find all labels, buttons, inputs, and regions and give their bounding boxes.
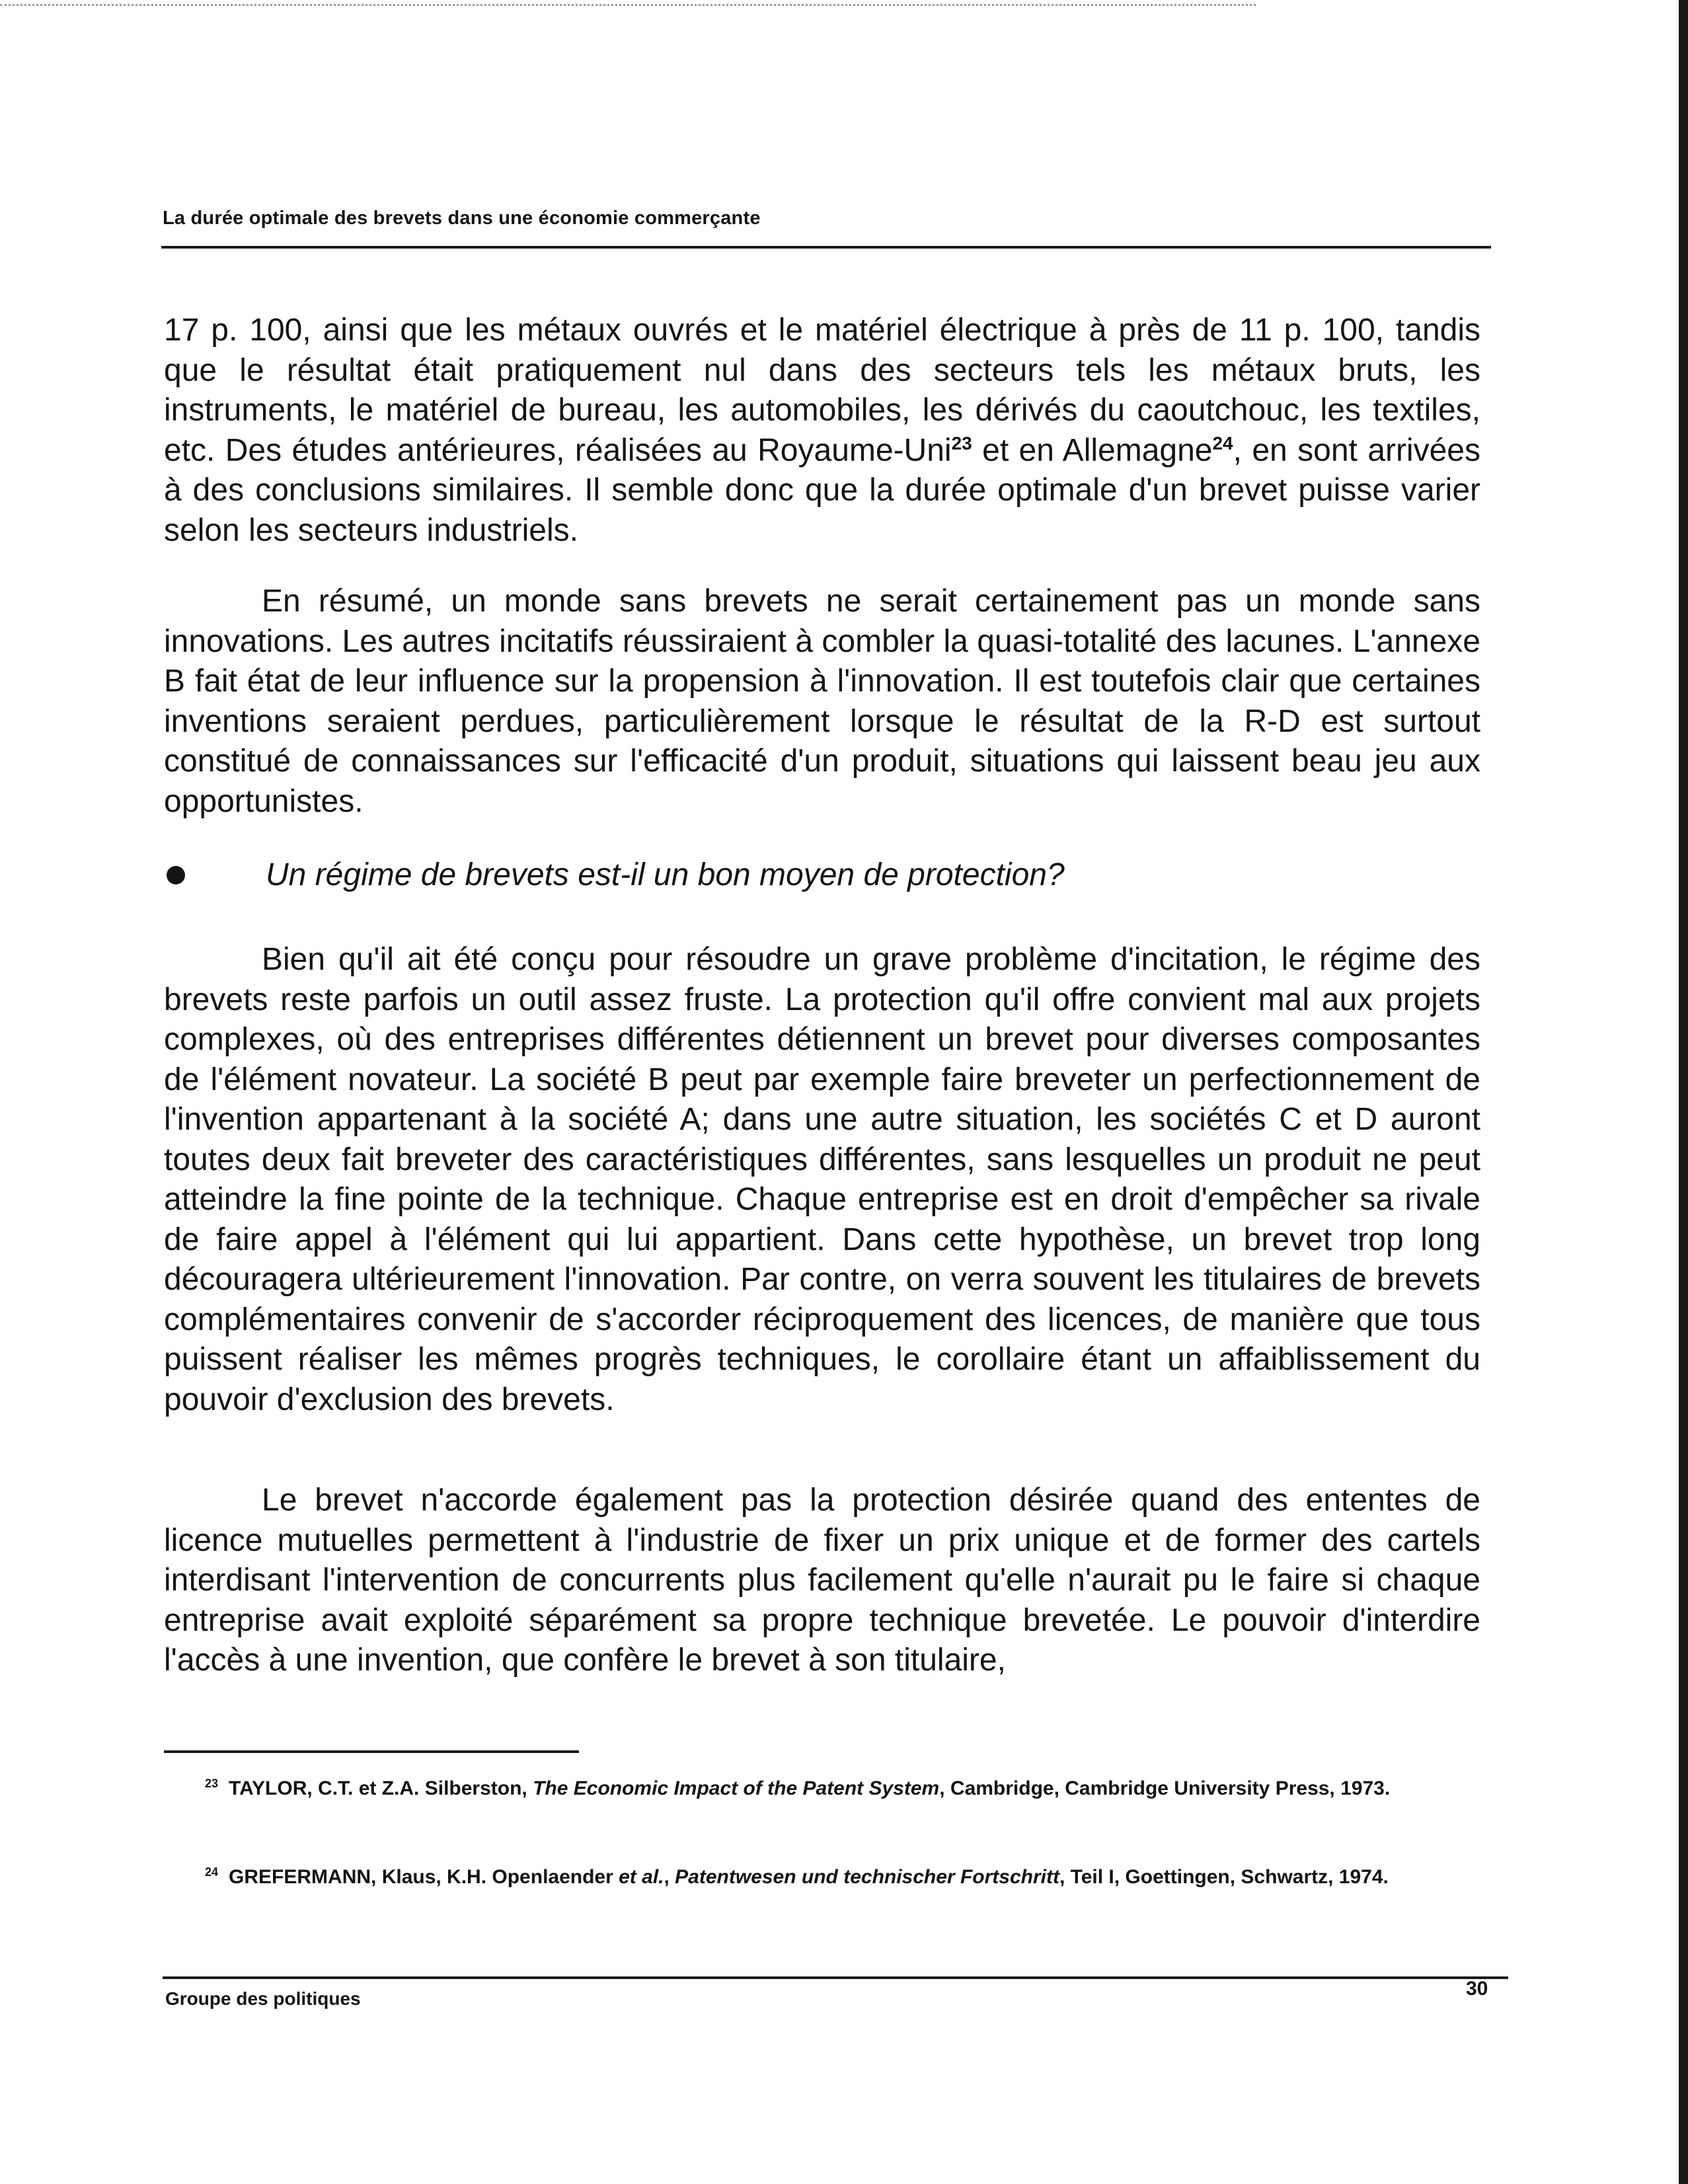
footnote-title: Patentwesen und technischer Fortschritt (675, 1866, 1059, 1888)
section-heading-text: Un régime de brevets est-il un bon moyen de protection? (266, 857, 1065, 892)
footnote-etal: et al. (619, 1866, 664, 1888)
footnote-mark: 23 (205, 1777, 219, 1790)
footnote-ref-24[interactable]: 24 (1212, 432, 1233, 453)
running-header: La durée optimale des brevets dans une économie commerçante (163, 208, 761, 229)
footnote-sep: , (664, 1866, 675, 1888)
footnote-mark: 24 (205, 1865, 219, 1879)
paragraph-1 (164, 311, 1480, 551)
paragraph-2: En résumé, un monde sans brevets ne serait certainement pas un monde sans innovations. Les autres incitatifs réussiraient à combler la quasi-totalité des lacunes. L'annexe B fait état de leur influence sur la propension à l'innovation. Il est toutefois clair que certaines inventions seraient perdues, particulièrement lorsque le résultat de la R-D est surtout constitué de connaissances sur l'efficacité d'un produit, situations qui laissent beau jeu aux opportunistes. (164, 584, 1480, 819)
footnote-tail: , Teil I, Goettingen, Schwartz, 1974. (1059, 1866, 1389, 1888)
page-number: 30 (1466, 1978, 1488, 2000)
footnote-tail: , Cambridge, Cambridge University Press, 1973. (939, 1777, 1391, 1799)
footer-org: Groupe des politiques (165, 1988, 361, 2009)
footer-rule (163, 1976, 1508, 1979)
footnote-title: The Economic Impact of the Patent System (533, 1777, 940, 1799)
footnote-lead: TAYLOR, C.T. et Z.A. Silberston, (229, 1777, 533, 1799)
section-heading (167, 857, 1482, 893)
footnote-rule (164, 1750, 579, 1753)
paragraph-3: Bien qu'il ait été conçu pour résoudre un grave problème d'incitation, le régime des brevets reste parfois un outil assez fruste. La protection qu'il offre convient mal aux projets complexes, où des entreprises différentes détiennent un brevet pour diverses composantes de l'élément novateur. La société B peut par exemple faire breveter un perfectionnement de l'invention appartenant à la société A; dans une autre situation, les sociétés C et D auront toutes deux fait breveter des caractéristiques différentes, sans lesquelles un produit ne peut atteindre la fine pointe de la technique. Chaque entreprise est en droit d'empêcher sa rivale de faire appel à l'élément qui lui appartient. Dans cette hypothèse, un brevet trop long découragera ultérieurement l'innovation. Par contre, on verra souvent les titulaires de brevets complémentaires convenir de s'accorder réciproquement des licences, de manière que tous puissent réaliser les mêmes progrès techniques, le corollaire étant un affaiblissement du pouvoir d'exclusion des brevets. (164, 942, 1480, 1417)
footnote-ref-23[interactable]: 23 (951, 432, 972, 453)
footnote-24 (164, 1857, 1479, 1892)
footnote-23 (164, 1769, 1479, 1803)
paragraph-4: Le brevet n'accorde également pas la protection désirée quand des ententes de licence mutuelles permettent à l'industrie de fixer un prix unique et de former des cartels interdisant l'intervention de concurrents plus facilement qu'elle n'aurait pu le faire si chaque entreprise avait exploité séparément sa propre technique brevetée. Le pouvoir d'interdire l'accès à une invention, que confère le brevet à son titulaire, (164, 1483, 1480, 1678)
footnote-lead: GREFERMANN, Klaus, K.H. Openlaender (229, 1866, 619, 1888)
scan-edge-top (0, 4, 1256, 6)
header-rule (161, 246, 1491, 249)
paragraph-1-text-a: 17 p. 100, ainsi que les métaux ouvrés et le matériel électrique à près de 11 p. 100, tandis que le résultat était pratiquement nul dans des secteurs tels les métaux bruts, les instruments, le matériel de bureau, les automobiles, les dérivés du caoutchouc, les textiles, etc. Des études antérieures, réalisées au Royaume-Uni (164, 313, 1480, 468)
bullet-icon (167, 866, 185, 884)
paragraph-1-text-c: , en sont arrivées à des conclusions similaires. Il semble donc que la durée optimale d'un brevet puisse varier selon les secteurs industriels. (164, 432, 1480, 548)
paragraph-1-text-b: et en Allemagne (972, 432, 1213, 468)
scan-edge-right (1679, 0, 1688, 2184)
